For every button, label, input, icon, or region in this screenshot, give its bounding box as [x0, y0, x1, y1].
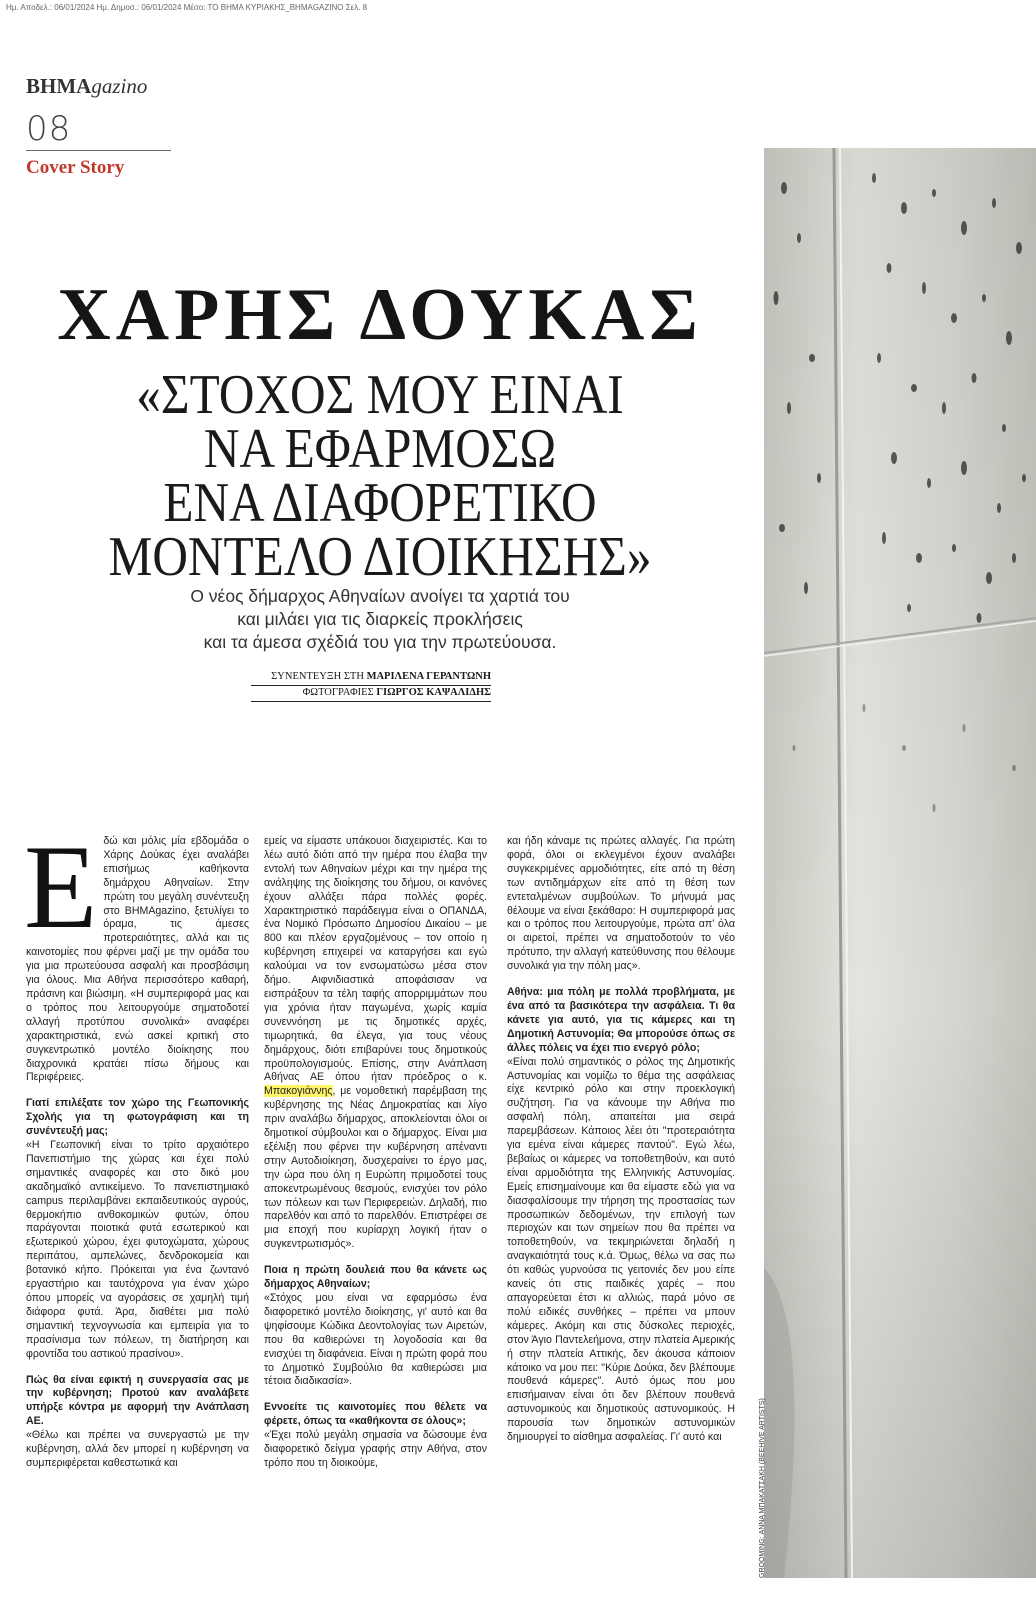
- subhead-line: ΝΑ ΕΦΑΡΜΟΣΩ: [203, 418, 557, 480]
- interview-answer: «Είναι πολύ σημαντικός ο ρόλος της Δημοτικής Αστυνομίας και νομίζω το θέμα της ασφάλειας είχε κεντρικό ρόλο και στην προεκλογική συζήτηση. Για να κάνουμε την Αθήνα πιο ασφαλή πόλη, απαιτείται μια σειρά παρεμβάσεων. Κάποιος λέει ότι "προτεραιότητα για εμένα είναι κάμερες παντού". Εγώ λέω, βεβαίως οι κάμερες να τοποθετηθούν, και αυτό είναι αρμοδιότητα της Ελληνικής Αστυνομίας. Εμείς επισημαίνουμε και θα είμαστε εδώ για να διασφαλίσουμε την τήρηση της προστασίας των προσωπικών δεδομένων, την επιλογή των περιοχών και των σημείων που θα πρέπει να τοποθετηθούν, να τεκμηριώνεται δηλαδή η αναγκαιότητά τους κ.ά. Όμως, θέλω να σας πω ότι καθώς γυρνούσα τις γειτονιές δεν μου είπε κανείς ότι στις παιδικές χαρές – που απαγορεύεται έτσι κι αλλιώς, παρά μόνο σε πολύ ειδικές συνθήκες – πρέπει να μπουν κάμερες. Ακόμη και στις δύσκολες περιοχές, στον Άγιο Παντελεήμονα, στην πλατεία Αμερικής ή στην πλατεία Αττικής, δεν άκουσα κάποιον κάτοικο να μου πει: "Κύριε Δούκα, δεν βλέπουμε πουθενά κάμερες". Αυτό όμως που μου επισήμαιναν είναι ότι δεν βλέπουν πουθενά αστυνομικούς και δημοτικούς αστυνομικούς. Η παρουσία των δημοτικών αστυνομικών δημιουργεί το αίσθημα ασφαλείας. Γι' αυτό και: [507, 1055, 735, 1444]
- brand-bold: ΒΗΜΑ: [26, 74, 92, 98]
- highlighted-name: Μπακογιάννης: [264, 1085, 333, 1098]
- subhead-quote: [46, 364, 715, 588]
- interview-question: Ποια η πρώτη δουλειά που θα κάνετε ως δήμαρχος Αθηναίων;: [264, 1264, 487, 1291]
- interview-question: Εννοείτε τις καινοτομίες που θέλετε να φέρετε, όπως τα «καθήκοντα σε όλους»;: [264, 1401, 487, 1428]
- photo-credit-line: [251, 686, 491, 702]
- standfirst-line: και μιλάει για τις διαρκείς προκλήσεις: [237, 609, 523, 629]
- answer-text: εμείς να είμαστε υπάκουοι διαχειριστές. Και το λέω αυτό διότι από την ημέρα που έλαβα την εντολή των Αθηναίων μέχρι και την ημέρα της ανάληψης της διοίκησης του δήμου, οι κανόνες έχουν αλλάξει πάρα πολλές φορές. Χαρακτηριστικό παράδειγμα είναι ο ΟΠΑΝΔΑ, ένα Νομικό Πρόσωπο Δημοσίου Δικαίου – με 800 και πλέον εργαζομένους – τον οποίο η κυβέρνηση επιχειρεί να καταργήσει και εγώ καλούμαι να τον ενσωματώσω μέσα στον δήμο. Αιφνιδιαστικά αποφάσισαν να εισπράξουν τα τέλη ταφής απορριμμάτων που για χρόνια ήταν παγωμένα, χωρίς καμία συνεννόηση με τις δημοτικές αρχές, τιμωρητικά, θα έλεγα, για τους νέους δημάρχους, διότι επιβαρύνει τους δημοτικούς προϋπολογισμούς. Επίσης, στην Ανάπλαση Αθήνας ΑΕ όπου ήταν πρόεδρος ο κ.: [264, 835, 487, 1084]
- interview-answer: «Η Γεωπονική είναι το τρίτο αρχαιότερο Πανεπιστήμιο της χώρας και έχει πολύ σημαντικές αναφορές και στο δικό μου ακαδημαϊκό αντικείμενο. Το πανεπιστημιακό campus περιλαμβάνει εκπαιδευτικούς αγρούς, θερμοκήπιο ανθοκομικών φυτών, όπου παράγονται ποιοτικά φυτά εσωτερικού και εξωτερικού χώρου, έχει φυτοχώματα, χώρους περιπάτου, αμπελώνες, δενδροκομεία και βοτανικό κήπο. Πρόκειται για ένα ζωντανό εργαστήριο και ταυτόχρονα για έναν χώρο όπου μπορείς να αγοράσεις σε χαμηλή τιμή διάφορα φυτά. Άρα, διαθέτει μια πολύ σημαντική τεχνογνωσία και εμπειρία για το πρασίνισμα των πόλεων, τη διατήρηση και φροντίδα του αστικού πρασίνου».: [26, 1139, 249, 1360]
- wall-texture-image: [764, 148, 1036, 1578]
- brand-italic: gazino: [91, 74, 148, 98]
- drop-cap: Ε: [24, 820, 98, 953]
- article-column-3: [507, 835, 735, 1445]
- article-column-2: [264, 835, 487, 1471]
- header-rule: [26, 150, 171, 151]
- subhead-line: ΜΟΝΤΕΛΟ ΔΙΟΙΚΗΣΗΣ»: [108, 526, 652, 588]
- subhead-line: «ΣΤΟΧΟΣ ΜΟΥ ΕΙΝΑΙ: [136, 364, 624, 426]
- byline-credits: [251, 670, 491, 702]
- interview-answer: και ήδη κάναμε τις πρώτες αλλαγές. Για πρώτη φορά, όλοι οι εκλεγμένοι έχουν αναλάβει συγκεκριμένες αρμοδιότητες, είτε από τη θέση των αντιδημάρχων είτε από τη θέση των εντεταλμένων συμβούλων. Το μήνυμά μας θέλουμε να είναι ξεκάθαρο: Η συμπεριφορά μας και ο τρόπος που λειτουργούμε, πρώτα απ' όλα οι αιρετοί, πρέπει να σηματοδοτούν το νέο πρότυπο, την αλλαγή κατεύθυνσης που θέλουμε συνολικά για την πόλη μας».: [507, 835, 735, 973]
- photo-credit-name: ΓΙΩΡΓΟΣ ΚΑΨΑΛΙΔΗΣ: [376, 687, 491, 698]
- interview-answer: «Θέλω και πρέπει να συνεργαστώ με την κυβέρνηση, αλλά δεν μπορεί η κυβέρνηση να συμπεριφέρεται καθεστωτικά και: [26, 1429, 249, 1469]
- cover-photo: [764, 148, 1036, 1578]
- answer-text: , με νομοθετική παρέμβαση της κυβέρνησης της Νέας Δημοκρατίας και λίγο πριν αναλάβω δήμαρχος, αποκλείονται όλοι οι δημοτικοί σύμβουλοι και ο δήμαρχος. Είναι μια εξέλιξη που φέρνει την κυβέρνηση απέναντι στην Αυτοδιοίκηση, δυσχεραίνει το έργο μας, την ώρα που όλη η Ευρώπη πριμοδοτεί τους αποκεντρωμένους θεσμούς, ενισχύει τον ρόλο των πόλεων και των Περιφερειών. Δηλαδή, πιο παρελθόν και από το παρελθόν. Επιστρέφει σε μια εποχή που κυρίαρχη λογική ήταν ο συγκεντρωτισμός».: [264, 1085, 487, 1251]
- article-column-1: [24, 820, 249, 1471]
- clipping-meta-line: Ημ. Αποδελ.: 06/01/2024 Ημ. Δημοσ.: 06/01/2024 Μέσο: ΤΟ ΒΗΜΑ ΚΥΡΙΑΚΗΣ_ΒΗΜΑGAZINO Σελ. 8: [6, 3, 368, 12]
- photo-grooming-credit: GROOMING: ΑΝΝΑ ΜΠΑΚΑΤΣΑΚΗ (BEEHIVE ARTISTS): [759, 1398, 766, 1578]
- interview-credit-label: ΣΥΝΕΝΤΕΥΞΗ ΣΤΗ: [271, 671, 367, 682]
- section-label: Cover Story: [26, 157, 125, 178]
- interview-answer: «Έχει πολύ μεγάλη σημασία να δώσουμε ένα διαφορετικό δείγμα γραφής στην Αθήνα, στον τρόπο που τη διοικούμε,: [264, 1429, 487, 1469]
- subhead-line: ΕΝΑ ΔΙΑΦΟΡΕΤΙΚΟ: [163, 472, 597, 534]
- standfirst-line: Ο νέος δήμαρχος Αθηναίων ανοίγει τα χαρτιά του: [190, 586, 570, 606]
- standfirst-line: και τα άμεσα σχέδιά του για την πρωτεύουσα.: [203, 632, 557, 652]
- interview-answer: [264, 835, 487, 1252]
- page-number: 08: [26, 109, 72, 149]
- lead-paragraph: [24, 820, 249, 1085]
- magazine-brand-logo: [26, 74, 147, 99]
- interview-credit: [251, 670, 491, 686]
- interview-question: Αθήνα: μια πόλη με πολλά προβλήματα, με ένα από τα βασικότερα την ασφάλεια. Τι θα κάνετε για αυτό, για τις κάμερες και τη Δημοτική Αστυνομία; Θα μπορούσε όπως σε άλλες πόλεις να έχει πιο ενεργό ρόλο;: [507, 986, 735, 1054]
- photo-credit-label: ΦΩΤΟΓΡΑΦΙΕΣ: [302, 687, 377, 698]
- lead-paragraph-text: δώ και μόλις μία εβδομάδα ο Χάρης Δούκας έχει αναλάβει επισήμως καθήκοντα δημάρχου Αθηναίων. Στην πρώτη του μεγάλη συνέντευξη στο ΒΗΜΑgazino, ξετυλίγει το όραμα, τις άμεσες προτεραιότητες, αλλά και τις καινοτομίες που φέρνει μαζί με την ομάδα του για μια πρωτεύουσα ασφαλή και προσβάσιμη για όλους. Μια Αθήνα περισσότερο καθαρή, πράσινη και βιώσιμη. «Η συμπεριφορά μας και ο τρόπος που λειτουργούμε σηματοδοτεί αλλαγή προτύπου συνολικά» αναφέρει χαρακτηριστικά, ενώ ασκεί κριτική στο συγκεντρωτικό μοντέλο διοίκησης που διαχρονικά κρατάει πίσω δήμους και Περιφέρειες.: [26, 835, 249, 1084]
- interview-credit-name: ΜΑΡΙΛΕΝΑ ΓΕΡΑΝΤΩΝΗ: [366, 671, 491, 682]
- interview-question: Πώς θα είναι εφικτή η συνεργασία σας με την κυβέρνηση; Προτού καν αναλάβετε υπήρξε κόντρα με αφορμή την Ανάπλαση ΑΕ.: [26, 1373, 249, 1428]
- headline: ΧΑΡΗΣ ΔΟΥΚΑΣ: [57, 274, 703, 356]
- interview-question: Γιατί επιλέξατε τον χώρο της Γεωπονικής Σχολής για τη φωτογράφιση και τη συνέντευξή μας;: [26, 1097, 249, 1138]
- interview-answer: «Στόχος μου είναι να εφαρμόσω ένα διαφορετικό μοντέλο διοίκησης, γι' αυτό και θα ψηφίσουμε Κώδικα Δεοντολογίας των Αιρετών, που θα καθιερώνει τη λογοδοσία και θα ενισχύει τη διαφάνεια. Είναι η πρώτη φορά που το Δημοτικό Συμβούλιο θα καθιερώσει μια τέτοια διαδικασία».: [264, 1292, 487, 1388]
- standfirst: [120, 585, 640, 654]
